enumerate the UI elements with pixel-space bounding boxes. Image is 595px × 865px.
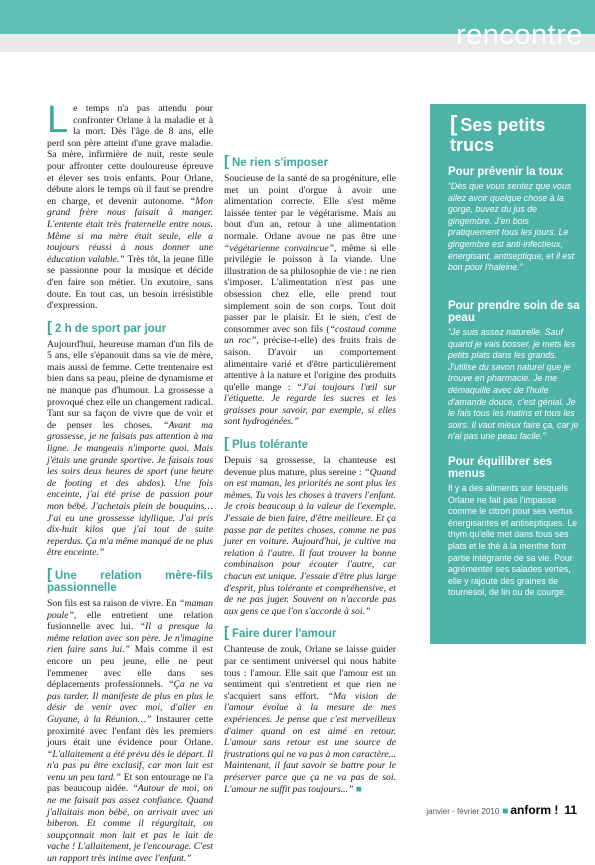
paragraph-imposer: Soucieuse de la santé de sa progéniture, elle met un point d'orgue à avoir une alimentation correcte. Elle s'est même laissée tenter par le végétarisme. Mais au bout d'un an, retour à une alimentation normale. Orlane avoue ne pas être une “végétarienne convaincue”, même si elle privilégie le poisson à la viande. Une illustration de sa philosophie de vie : ne rien s'imposer. L'alimentation n'est pas une obsession chez elle, elle prend tout simplement soin de son corps. Tout doit passer par le plaisir. Et le sien, c'est de consommer avec son fils (“costaud comme un roc”, précise-t-elle) des fruits frais de saison. D'avoir un comportement alimentaire varié et d'être particulièrement attentive à la nature et l'origine des produits qu'elle mange : “J'ai toujours l'œil sur l'étiquette. Je regarde les sucres et les graisses pour savoir, par exemple, si elles sont hydrogénées.” (224, 173, 396, 428)
heading-imposer: [ Ne rien s'imposer (224, 153, 329, 170)
tips-sidebar (430, 104, 586, 644)
tip-cough (448, 166, 580, 274)
section-title: rencontre (455, 19, 583, 51)
tip-menus-title: Pour équilibrer ses menus (448, 456, 553, 480)
page-footer (426, 801, 577, 819)
article-column-1 (47, 99, 214, 865)
magazine-name: anform ! (510, 803, 559, 817)
end-mark: ■ (355, 783, 362, 795)
tip-skin-text: “Je suis assez naturelle. Sauf quand je vais bosser, je mets les petits plats dans les grands. J'utilise du savon naturel que je trouve en pharmacie. Je me démaquille avec de l'huile d'amande douce, c'est génial. Je le fais tous les matins et tous les soirs. Il vaut mieux faire ça, car je n'ai pas une peau facile.” (448, 327, 579, 442)
tip-skin-title: Pour prendre soin de sa peau (448, 300, 580, 324)
heading-sport: [ 2 h de sport par jour (47, 318, 167, 336)
tip-cough-title: Pour prévenir la toux (448, 166, 564, 178)
intro-paragraph: Le temps n'a pas attendu pour confronter Orlane à la maladie et à la mort. Dès l'âge de 8 ans, elle perd son père atteint d'une grave maladie. Sa mère, infirmière de nuit, reste seule pour affronter cette douloureuse épreuve et élever ses trois enfants. Pour Orlane, débute alors le temps où il faut se prendre en charge, et devenir autonome. “Mon grand frère nous faisait à manger. L'entente était très fraternelle entre nous. Même si ma mère était seule, elle a toujours réussi à nous donner une éducation valable.” Très tôt, la jeune fille se passionne pour la musique et décide d'en faire son métier. Un exutoire, sans doute. En tout cas, un besoin irrésistible d'expression. (47, 99, 213, 312)
heading-tolerante: [ Plus tolérante (224, 435, 309, 453)
article-column-2 (224, 104, 396, 795)
tip-menus (448, 456, 580, 599)
paragraph-relation: Son fils est sa raison de vivre. En “maman poule”, elle entretient une relation fusionnelle avec lui. “Il a presque la même relation avec son père. Je n'imagine rien faire sans lui.” Mais comme il est encore un peu jeune, elle ne peut l'emmener avec elle dans ses déplacements professionnels. “Ça ne va pas tarder. Il manifeste de plus en plus le désir de venir avec moi, d'aller en Guyane, à la Réunion…” Instaurer cette proximité avec l'enfant dès les premiers jours était une évidence pour Orlane. “L'allaitement a été prévu dès le départ. Il n'a pas pu être exclusif, car mon lait est venu un peu tard.” Et son entourage ne l'a pas beaucoup aidée. “Autour de moi, on ne me faisait pas assez confiance. Quand j'allaitais mon bébé, on arrivait avec un biberon. Et comme il régurgitait, on soupçonnait mon lait et pas le lait de vache ! L'allaitement, je l'encourage. C'est un rapport très intime avec l'enfant.” (47, 597, 213, 865)
paragraph-sport: Aujourd'hui, heureuse maman d'un fils de 5 ans, elle s'épanouit dans sa vie de mère, mais aussi de femme. Cette trentenaire est bien dans sa peau, pleine de dynamisme et ne manque pas d'humour. La grossesse a provoqué chez elle un changement radical. Tant sur sa façon de vivre que de voir et de penser les choses. “Avant ma grossesse, je ne faisais pas attention à ma ligne. Je mangeais n'importe quoi. Mais j'étais une grande sportive. Je faisais tous les soirs deux heures de sport (une heure de footing et des abdos). Une fois enceinte, j'ai été prise de passion pour mon bébé. J'achetais plein de bouquins… J'ai eu une grossesse idyllique. J'ai pris dix-huit kilos que j'ai tout de suite reperdus. Ça m'a même manqué de ne plus être enceinte.” (47, 338, 214, 559)
paragraph-amour: Chanteuse de zouk, Orlane se laisse guider par ce sentiment universel qui nous habite tous : l'amour. Elle sait que l'amour est un sentiment qui s'entretient et que rien ne s'acquiert sans effort. “Ma vision de l'amour évolue à la mesure de mes expériences. Je pense que c'est merveilleux d'aimer quand on est aimé en retour. L'amour sans retour est une source de frustrations qui ne va pas à mon caractère... Maintenant, il faut savoir se battre pour le préserver parce que ça ne va pas de soi. L'amour ne suffit pas toujours...” ■ (224, 644, 397, 795)
page-number: 11 (564, 803, 577, 817)
tip-skin (448, 300, 580, 443)
heading-relation: [ Une relation mère-fils passionnelle (47, 565, 213, 594)
footer-square: ■ (502, 806, 509, 817)
paragraph-tolerante: Depuis sa grossesse, la chanteuse est devenue plus mature, plus sereine : “Quand on est maman, les priorités ne sont plus les mêmes. Tu vois les choses à travers l'enfant. Je crois beaucoup à la valeur de l'exemple. J'essaie de bien faire, d'être meilleure. Et ça passe par de petites choses, comme ne pas jurer en voiture. Aujourd'hui, je cultive ma relation à l'autre. Il faut trouver la bonne combinaison pour écouter l'autre, car chacun est unique. J'essaie d'être plus large d'esprit, plus tolérante et compréhensive, et de ne pas juger. Souvent on n'accorde pas aux gens ce que l'on s'accorde à soi.” (224, 455, 396, 617)
heading-amour: [ Faire durer l'amour (224, 624, 337, 642)
drop-cap: L (47, 99, 69, 141)
tip-menus-text: Il y a des aliments sur lesquels Orlane ne fait pas l'impasse comme le citron pour ses vertus énergisantes et antiseptiques. Le thym qu'elle met dans tous ses plats et le thé à la menthe font partie intégrante de sa vie. Pour agrémenter ses salades vertes, elle y rajoute des graines de tournesol, de lin ou de courge. (448, 483, 578, 598)
issue-date: janvier - février 2010 (426, 807, 500, 816)
tip-cough-text: “Dès que vous sentez que vous allez avoir quelque chose à la gorge, buvez du jus de gingembre. J'en bois pratiquement tous les jours. Le gingembre est anti-infectieux, énergisant, antiseptique, et il est bon pour l'haleine.” (448, 181, 575, 273)
sidebar-title: [ Ses petits trucs (450, 111, 546, 155)
